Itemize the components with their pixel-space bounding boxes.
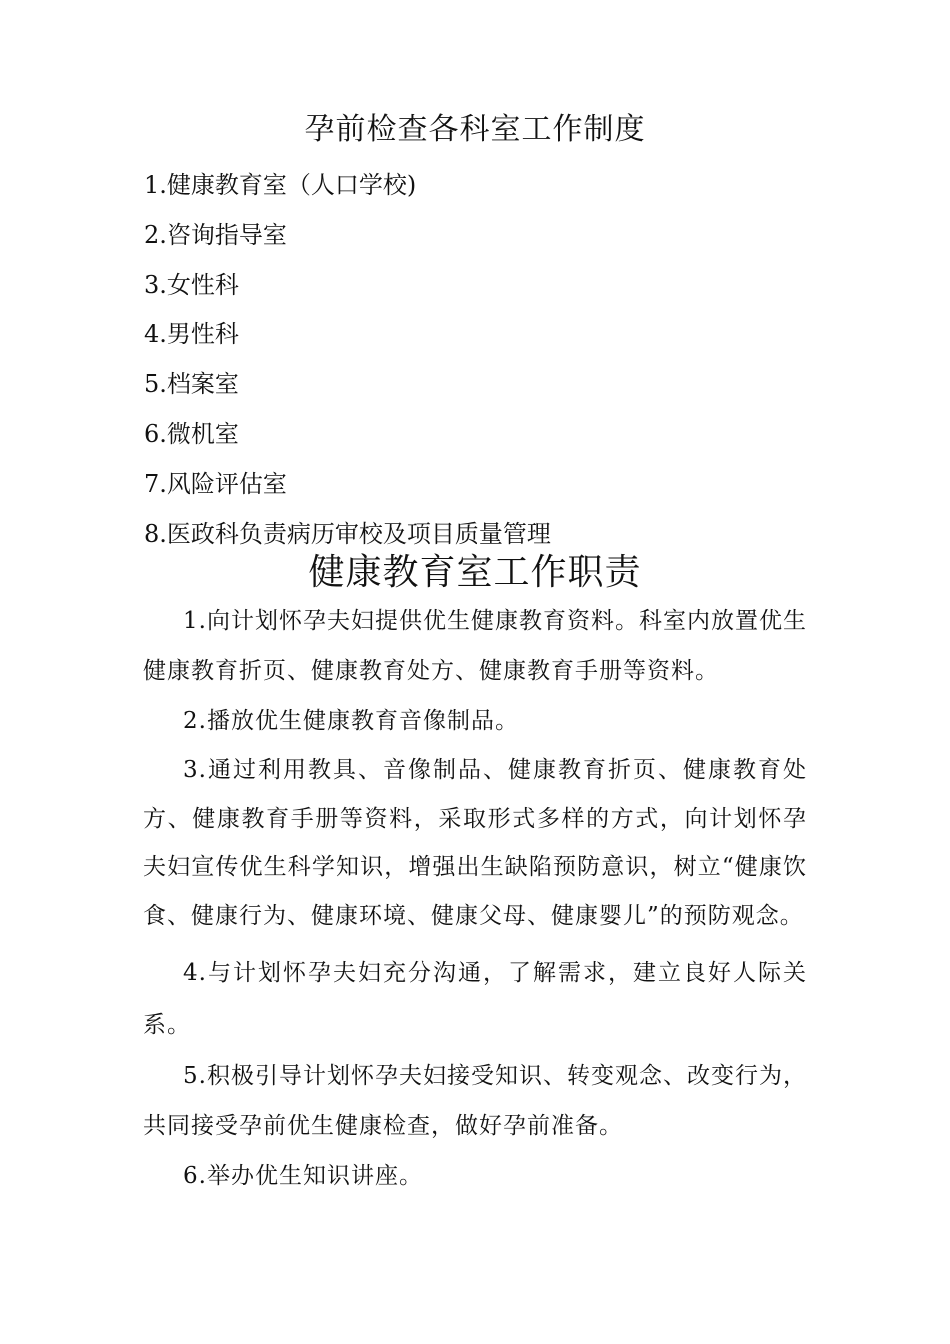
duty-paragraph: 6.举办优生知识讲座。 xyxy=(183,1163,423,1189)
duty-paragraph: 5.积极引导计划怀孕夫妇接受知识、转变观念、改变行为，共同接受孕前优生健康检查，做好孕前准备。 xyxy=(143,1063,807,1139)
duty-paragraph: 2.播放优生健康教育音像制品。 xyxy=(183,708,519,734)
duty-paragraph: 3.通过利用教具、音像制品、健康教育折页、健康教育处方、健康教育手册等资料，采取形式多样的方式，向计划怀孕夫妇宣传优生科学知识，增强出生缺陷预防意识，树立“健康饮食、健康行为、健康环境、健康父母、健康婴儿”的预防观念。 xyxy=(143,757,807,929)
list-item: 5.档案室 xyxy=(144,370,239,399)
list-item: 3.女性科 xyxy=(144,270,239,299)
department-list xyxy=(144,164,824,562)
duty-paragraph: 4.与计划怀孕夫妇充分沟通，了解需求，建立良好人际关系。 xyxy=(143,960,807,1038)
list-item: 1.健康教育室（人口学校) xyxy=(144,171,417,199)
list-item: 2.咨询指导室 xyxy=(144,220,287,249)
list-item: 8.医政科负责病历审校及项目质量管理 xyxy=(144,519,551,548)
duty-paragraph: 1.向计划怀孕夫妇提供优生健康教育资料。科室内放置优生健康教育折页、健康教育处方、健康教育手册等资料。 xyxy=(143,608,807,684)
list-item: 4.男性科 xyxy=(144,320,239,349)
duties-section xyxy=(143,596,807,1201)
list-item: 6.微机室 xyxy=(144,419,239,448)
section-title: 健康教育室工作职责 xyxy=(308,552,642,593)
document-title: 孕前检查各科室工作制度 xyxy=(304,112,646,147)
list-item: 7.风险评估室 xyxy=(144,469,287,498)
